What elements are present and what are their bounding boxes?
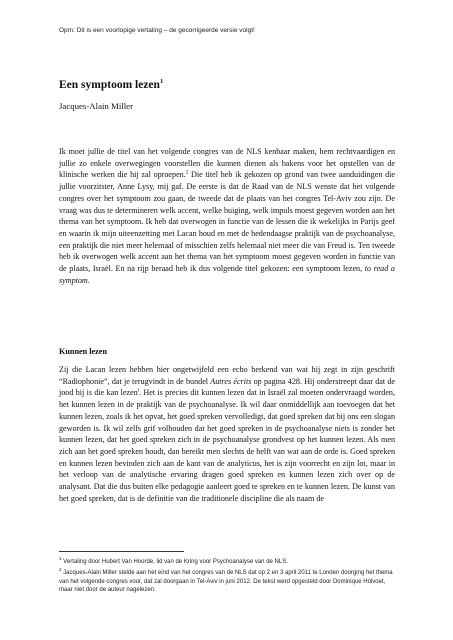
page-title (59, 78, 163, 91)
para2-text-a: Zij die Lacan lezen hebben hier ongetwijfeld een echo herkend van wat hij zegt in zijn geschrift “Radiophonie”, dat je terugvindt in de bundel (59, 365, 395, 386)
paragraph-intro (59, 146, 395, 286)
title-text: Een symptoom lezen (59, 78, 160, 91)
footnotes (59, 555, 395, 594)
author-name: Jacques-Alain Miller (59, 101, 134, 111)
footnote-2-text: Jacques-Alain Miller stelde aan het eind van het congres van de NLS dat op 2 en 3 april 2011 te Londen doorging het thema van het volgende congres voor, dat zal doorgaan in Tel-Aviv in juni 2012. De tekst werd opgesteld door Dominique Holvoet, maar niet door de auteur nagelezen. (59, 570, 393, 593)
footnote-1-ref: 1 (59, 556, 62, 561)
paragraph-kunnen-lezen (59, 364, 395, 504)
footnote-1 (59, 555, 395, 566)
para2-italic-title: Autres écrits (210, 376, 252, 386)
para2-text-b: op pagina 428. Hij onderstreept daar dat de jood hij is die kan lezen (59, 376, 395, 398)
footnote-2 (59, 566, 395, 594)
footnote-ref-2: 2 (185, 170, 189, 176)
footnote-divider (59, 551, 184, 552)
footnote-2-ref: 2 (59, 567, 62, 573)
para1-text-end: . (87, 275, 90, 285)
para1-text-a: Ik moet jullie de titel van het volgende congres van de NLS kenbaar maken, hem rechtvaardigen en jullie zo enkele overwegingen voorstellen die kunnen dienen als bakens voor het opstellen van de klinische werken die hij zal oproepen. (59, 147, 395, 180)
para1-italic-end: to read a symptom (59, 264, 395, 285)
footnote-1-text: Vertaling door Hubert Van Hoorde, lid van de Kring voor Psychoanalyse van de NLS. (61, 559, 288, 565)
para1-text-b: Die titel heb ik gekozen op grond van twee aanduidingen die jullie voorzitster, Anne Lysy, mij gaf. De eerste is dat de Raad van de NLS wenste dat het volgende congres over het symptoom zou gaan, de tweede dat de plaats van het congres Tel-Aviv zou zijn. De vraag was dus te determineren welk accent, welke buiging, welk impuls moest gegeven worden aan het thema van het symptoom. Ik heb dat overwogen in functie van de lessen die ik wekelijks in Parijs geef en waarin ik mijn uiteenzetting met Lacan houd en met de hedendaagse praktijk van de psychoanalyse, een praktijk die niet meer helemaal of misschien zelfs helemaal niet meer die van Freud is. Ten tweede heb ik overwogen welk accent aan het thema van het symptoom moest gegeven worden in functie van de plaats, Israël. En na rijp beraad heb ik dus volgende titel gekozen: een symptoom lezen, (59, 170, 395, 274)
endnote-ref-i: i (137, 388, 140, 394)
title-footnote-ref: 1 (159, 78, 164, 85)
section-heading: Kunnen lezen (59, 347, 107, 356)
para2-text-c: . Het is precies dit kunnen lezen dat in Israël zal moeten ondervraagd worden, het kunnen lezen in de praktijk van de psychoanalyse. Ik wil daar onmiddellijk aan toevoegen dat het kunnen lezen, zoals ik het opvat, het goed spreken vervolledigt, dat goed spreken dat bij ons een slogan geworden is. Ik wil zelfs grif volhouden dat het goed spreken in de psychoanalyse niets is zonder het kunnen lezen, dat het goed spreken zich in de psychoanalyse grondvest op het kunnen lezen. Als men zich aan het goed spreken houdt, dan bereikt men slechts de helft van wat aan de orde is. Goed spreken en kunnen lezen bevinden zich aan de kant van de analyticus, het is zijn voorrecht en zijn lot, maar in het verloop van de analytische ervaring dragen goed spreken en kunnen lezen zich over op de analysant. Dat die dus buiten elke pedagogie aanleert goed te spreken en te kunnen lezen. De kunst van het goed spreken, dat is de definitie van die traditionele discipline die als naam de (59, 388, 395, 503)
header-note: Opm: Dit is een voorlopige vertaling – de gecorrigeerde versie volgt! (59, 27, 255, 34)
